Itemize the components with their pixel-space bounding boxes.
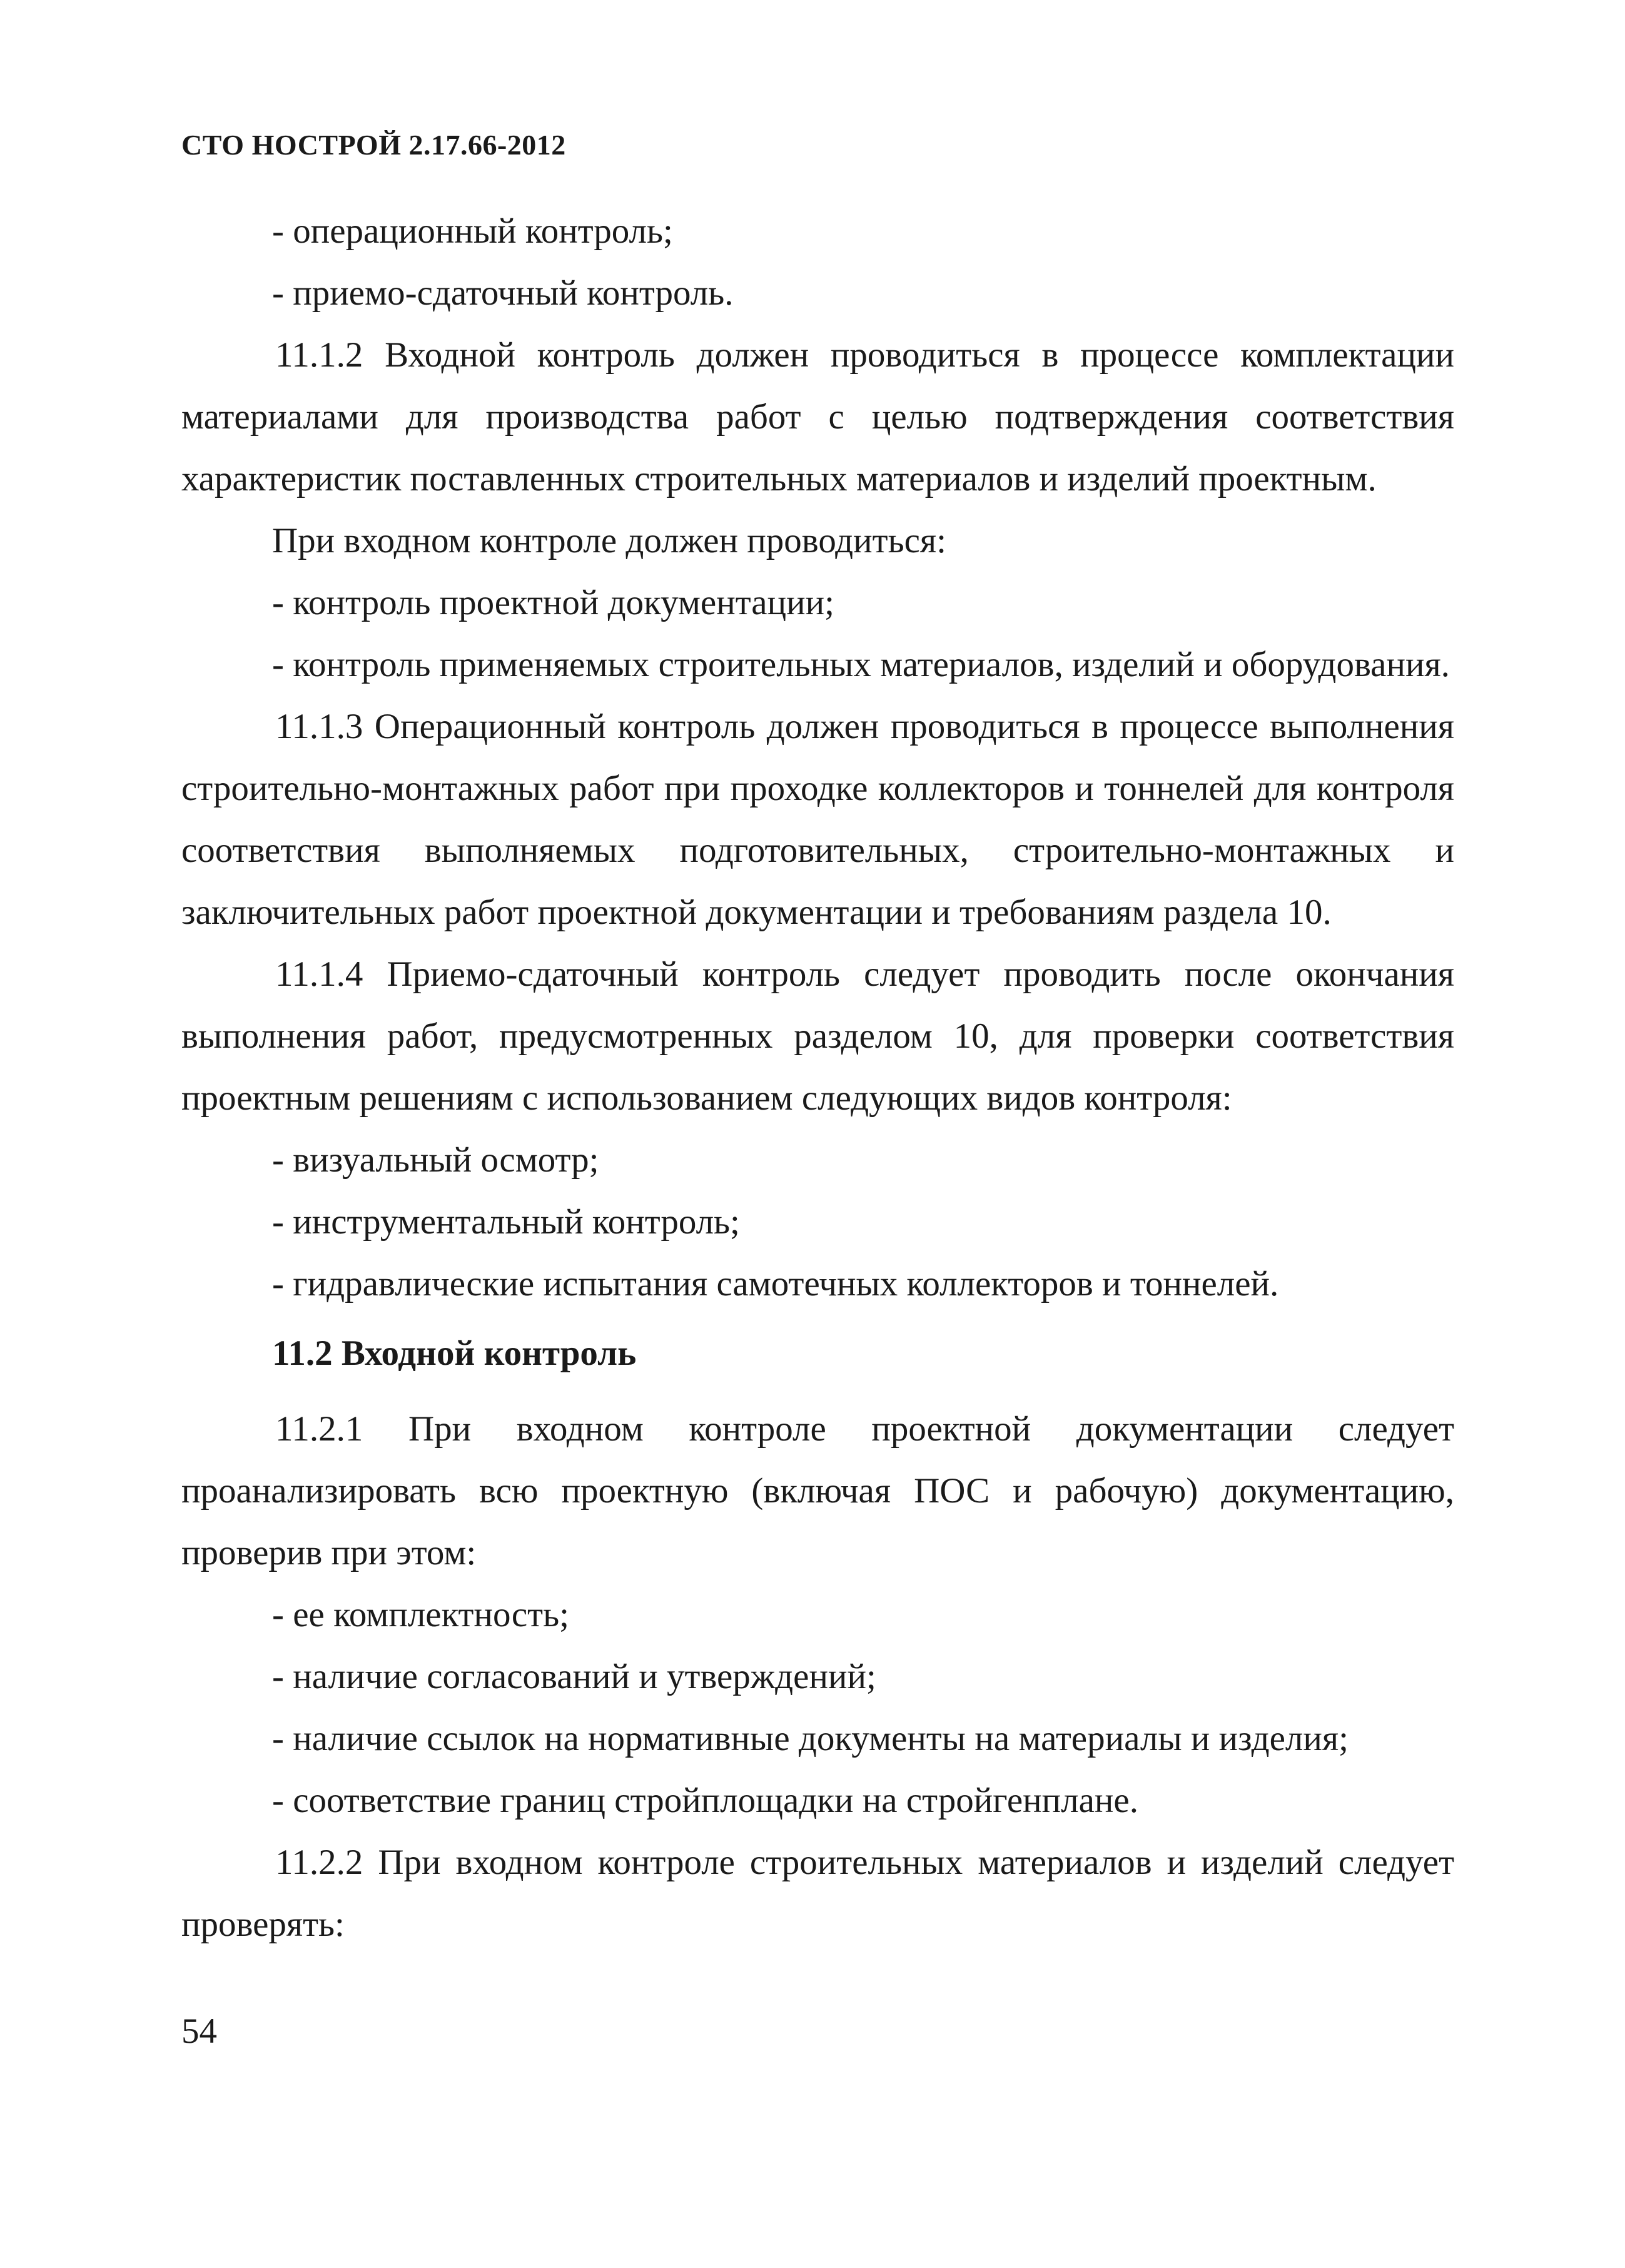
paragraph-11-2-2: 11.2.2 При входном контроле строительных материалов и изделий следует проверять: (181, 1843, 1454, 1944)
list-item: - контроль проектной документации; (272, 583, 834, 622)
list-item: - контроль применяемых строительных материалов, изделий и оборудования. (272, 645, 1450, 684)
document-code-header: СТО НОСТРОЙ 2.17.66-2012 (181, 129, 566, 161)
section-heading-11-2: 11.2 Входной контроль (272, 1334, 637, 1373)
list-item: - операционный контроль; (272, 211, 673, 251)
paragraph-11-1-3: 11.1.3 Операционный контроль должен проводиться в процессе выполнения строительно-монтажных работ при проходке коллекторов и тоннелей для контроля соответствия выполняемых подготовительных, строительно-монтажных и заключительных работ проектной документации и требованиям раздела 10. (181, 707, 1454, 932)
list-item: - визуальный осмотр; (272, 1140, 599, 1180)
page-number: 54 (181, 2012, 217, 2051)
list-item: - ее комплектность; (272, 1595, 569, 1634)
list-item: - наличие ссылок на нормативные документы на материалы и изделия; (272, 1719, 1349, 1758)
document-body (181, 200, 1454, 1955)
list-item: - приемо-сдаточный контроль. (272, 273, 734, 313)
paragraph-11-2-1: 11.2.1 При входном контроле проектной документации следует проанализировать всю проектную (включая ПОС и рабочую) документацию, проверив при этом: (181, 1409, 1454, 1572)
list-item: - наличие согласований и утверждений; (272, 1657, 876, 1696)
list-item: - соответствие границ стройплощадки на стройгенплане. (272, 1781, 1138, 1820)
list-item: - гидравлические испытания самотечных коллекторов и тоннелей. (272, 1264, 1279, 1304)
paragraph-11-1-4: 11.1.4 Приемо-сдаточный контроль следует проводить после окончания выполнения работ, предусмотренных разделом 10, для проверки соответствия проектным решениям с использованием следующих видов контроля: (181, 954, 1454, 1118)
paragraph-11-1-2: 11.1.2 Входной контроль должен проводиться в процессе комплектации материалами для производства работ с целью подтверждения соответствия характеристик поставленных строительных материалов и изделий проектным. (181, 335, 1454, 499)
list-item: - инструментальный контроль; (272, 1202, 740, 1242)
paragraph-input-intro: При входном контроле должен проводиться: (272, 521, 946, 560)
